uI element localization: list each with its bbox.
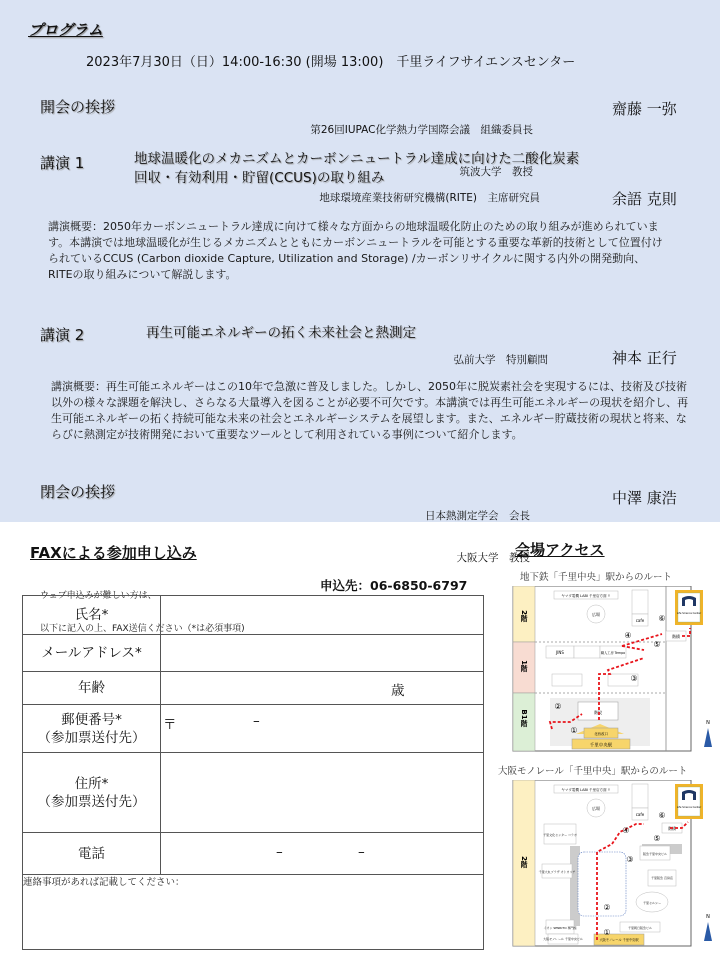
talk2-abstract: 講演概要：再生可能エネルギーはこの10年で急激に普及しました。しかし、2050年に脱炭素社会を実現するには、技術及び技術以外の様々な課題を解決し、さらなる大量導入を図ることが必要不可欠です。本講演では再生可能エネルギーの現状を紹介し、再生可能エネルギーの拓く持続可能な未来の社会とエネルギーシステムを展望します。また、エネルギー貯蔵技術の現状と将来、ならびに熱測定が技術開発において重要なツールとして利用されている事例について紹介します。	[51, 380, 689, 441]
map2-bridge-label: 階橋	[668, 826, 676, 831]
map1-floor-1f-label: 1階	[520, 660, 528, 672]
fax-number: 申込先：06-6850-6797	[320, 578, 468, 593]
access-title: 会場アクセス	[515, 541, 605, 559]
address-field[interactable]	[161, 753, 484, 833]
event-date-venue: 2023年7月30日（日）14:00-16:30 (開場 13:00) 千里ライフサイエンスセンター	[86, 55, 576, 70]
form-row-phone	[23, 833, 484, 875]
talk2-title: 再生可能エネルギーの拓く未来社会と熱測定	[146, 325, 416, 341]
fax-note-line1: ウェブ申込みが難しい方は、	[40, 591, 157, 601]
fax-note-line2: 以下に記入の上、FAX送信ください（*は必須事項)	[40, 624, 245, 634]
phone-field[interactable]	[161, 833, 484, 875]
map2-hankyu-bldg-label: 阪急千里中央ビル	[642, 852, 668, 856]
map1-cafe-label: cafe	[635, 618, 645, 623]
postal-field[interactable]	[161, 705, 484, 753]
map2-step-3: ③	[626, 855, 634, 864]
map2-building-label: Life Science Center	[676, 806, 702, 809]
map1-floor-b1-label: B1階	[520, 709, 528, 727]
form-row-postal	[23, 705, 484, 753]
map2-oxa-label: 千里大丸プラザ オトカリテ	[538, 870, 576, 874]
map2-step-5: ⑤	[653, 834, 661, 843]
talk1-title	[134, 150, 674, 188]
map2-station-label: 大阪モノレール 千里中央駅	[599, 938, 639, 942]
map2-north-arrow-icon	[704, 922, 712, 941]
map1-bridge-label: 階橋	[672, 634, 680, 639]
map-monorail-route	[512, 780, 720, 948]
map2-hankyu-dept-label: 千里阪急 百貨店	[651, 876, 673, 880]
talk1-affiliation: 地球環境産業技術研究機構(RITE) 主席研究員	[319, 192, 540, 204]
opening-speaker: 齋藤 一弥	[612, 100, 677, 118]
map1-station-label: 千里中央駅	[589, 743, 613, 749]
map2-step-2: ②	[603, 903, 611, 912]
talk2-speaker: 神本 正行	[612, 349, 677, 367]
map2-step-6: ⑥	[658, 811, 666, 820]
postal-prefix: 〒	[163, 716, 177, 733]
map1-step-3: ③	[630, 674, 638, 683]
map2-step-1: ①	[603, 928, 611, 937]
program-title: プログラム	[28, 21, 103, 39]
map1-north-label: N	[706, 720, 710, 726]
address-label	[23, 753, 161, 833]
form-row-address	[23, 753, 484, 833]
map1-caption: 地下鉄「千里中央」駅からのルート	[520, 572, 673, 583]
map2-culture-center-label: 千里文化センター コラボ	[543, 833, 577, 837]
map2-mono-bldg-label: 大阪モノレール 千里中央ビル	[543, 937, 583, 941]
age-label: 年齢	[23, 672, 161, 705]
map1-step-2: ②	[554, 702, 562, 711]
email-field[interactable]	[161, 635, 484, 672]
map2-asahi-label: 千里朝日阪急ビル	[627, 926, 653, 930]
map1-step-1: ①	[570, 726, 578, 735]
map2-floor-2f-label: 2階	[520, 856, 528, 868]
map1-step-6: ⑥	[658, 614, 666, 623]
talk2-label: 講演 2	[40, 326, 85, 344]
form-row-email	[23, 635, 484, 672]
address-label-line1: 住所*	[74, 775, 109, 792]
map1-step-5: ⑤	[653, 640, 661, 649]
form-row-age	[23, 672, 484, 705]
phone-label: 電話	[23, 833, 161, 875]
closing-speaker: 中澤 康浩	[612, 489, 677, 507]
phone-separator-2: –	[358, 843, 365, 860]
registration-form-table	[22, 595, 484, 875]
age-field[interactable]	[161, 672, 484, 705]
map2-step-4: ④	[622, 826, 630, 835]
map1-stairs-label: 階段	[594, 710, 602, 715]
map1-tempo-label: 職人工房 Tempo	[600, 651, 626, 655]
map1-jins-label: JINS	[556, 650, 564, 655]
map1-step-4: ④	[624, 631, 632, 640]
map2-north-label: N	[706, 914, 710, 920]
talk2-affiliation: 弘前大学 特別顧問	[453, 354, 548, 366]
notes-label: 連絡事項があれば記載してください：	[23, 877, 185, 888]
talk1-label: 講演 1	[40, 154, 85, 172]
name-label: 氏名*	[23, 596, 161, 635]
map2-aeon-label: イオン SENRITO 専門館	[543, 926, 577, 930]
phone-separator-1: –	[276, 843, 283, 860]
postal-separator: –	[253, 712, 260, 729]
talk1-speaker: 余語 克則	[612, 190, 677, 208]
map2-plaza-label: 広場	[592, 806, 600, 811]
talk1-title-line1: 地球温暖化のメカニズムとカーボンニュートラル達成に向けた二酸化炭素	[134, 151, 580, 167]
postal-label-line1: 郵便番号*	[61, 711, 122, 728]
map1-plaza-label: 広場	[592, 612, 600, 617]
map2-store-label: ヤマダ電機 LABI 千里店方面 ↑	[561, 788, 611, 792]
map1-building-label: Life Science Center	[676, 612, 702, 615]
postal-label-line2: （参加票送付先）	[37, 729, 146, 746]
map1-floor-2f-label: 2階	[520, 610, 528, 622]
closing-affiliation-line2: 大阪大学 教授	[456, 552, 530, 564]
map2-selcy-label: 千里セルシー	[643, 901, 661, 905]
age-unit: 歳	[391, 683, 405, 699]
postal-label	[23, 705, 161, 753]
map1-north-arrow-icon	[704, 728, 712, 747]
talk1-abstract: 講演概要：2050年カーボンニュートラル達成に向けて様々な方面からの地球温暖化防止のための取り組みが進められています。本講演では地球温暖化が生じるメカニズムとともにカーボンニュートラルを可能とする重要な革新的技術として位置付けられているCCUS (Carbon dioxide Capture, Utilization and Storage) /カーボンリサイクルに関する内外の開発動向、RITEの取り組みについて解説します。	[48, 220, 663, 281]
map2-cafe-label: cafe	[635, 812, 645, 817]
name-field[interactable]	[161, 596, 484, 635]
opening-label: 開会の挨拶	[40, 98, 116, 116]
fax-form-title: FAXによる参加申し込み	[30, 544, 197, 562]
notes-field[interactable]	[22, 874, 484, 950]
talk1-title-line2: 回収・有効利用・貯留(CCUS)の取り組み	[134, 170, 385, 186]
map1-store-label: ヤマダ電機 LABI 千里店方面 ↑	[561, 594, 611, 598]
closing-label: 閉会の挨拶	[40, 483, 116, 501]
opening-affiliation-line1: 第26回IUPAC化学熱力学国際会議 組織委員長	[310, 124, 533, 136]
map-subway-route	[512, 586, 720, 752]
address-label-line2: （参加票送付先）	[37, 793, 146, 810]
closing-affiliation-line1: 日本熱測定学会 会長	[425, 510, 530, 522]
map2-caption: 大阪モノレール「千里中央」駅からのルート	[498, 766, 688, 777]
form-row-name	[23, 596, 484, 635]
email-label: メールアドレス*	[23, 635, 161, 672]
map1-north-exit-label: 北西改口	[594, 732, 608, 736]
opening-affiliation-line2: 筑波大学 教授	[459, 166, 533, 178]
